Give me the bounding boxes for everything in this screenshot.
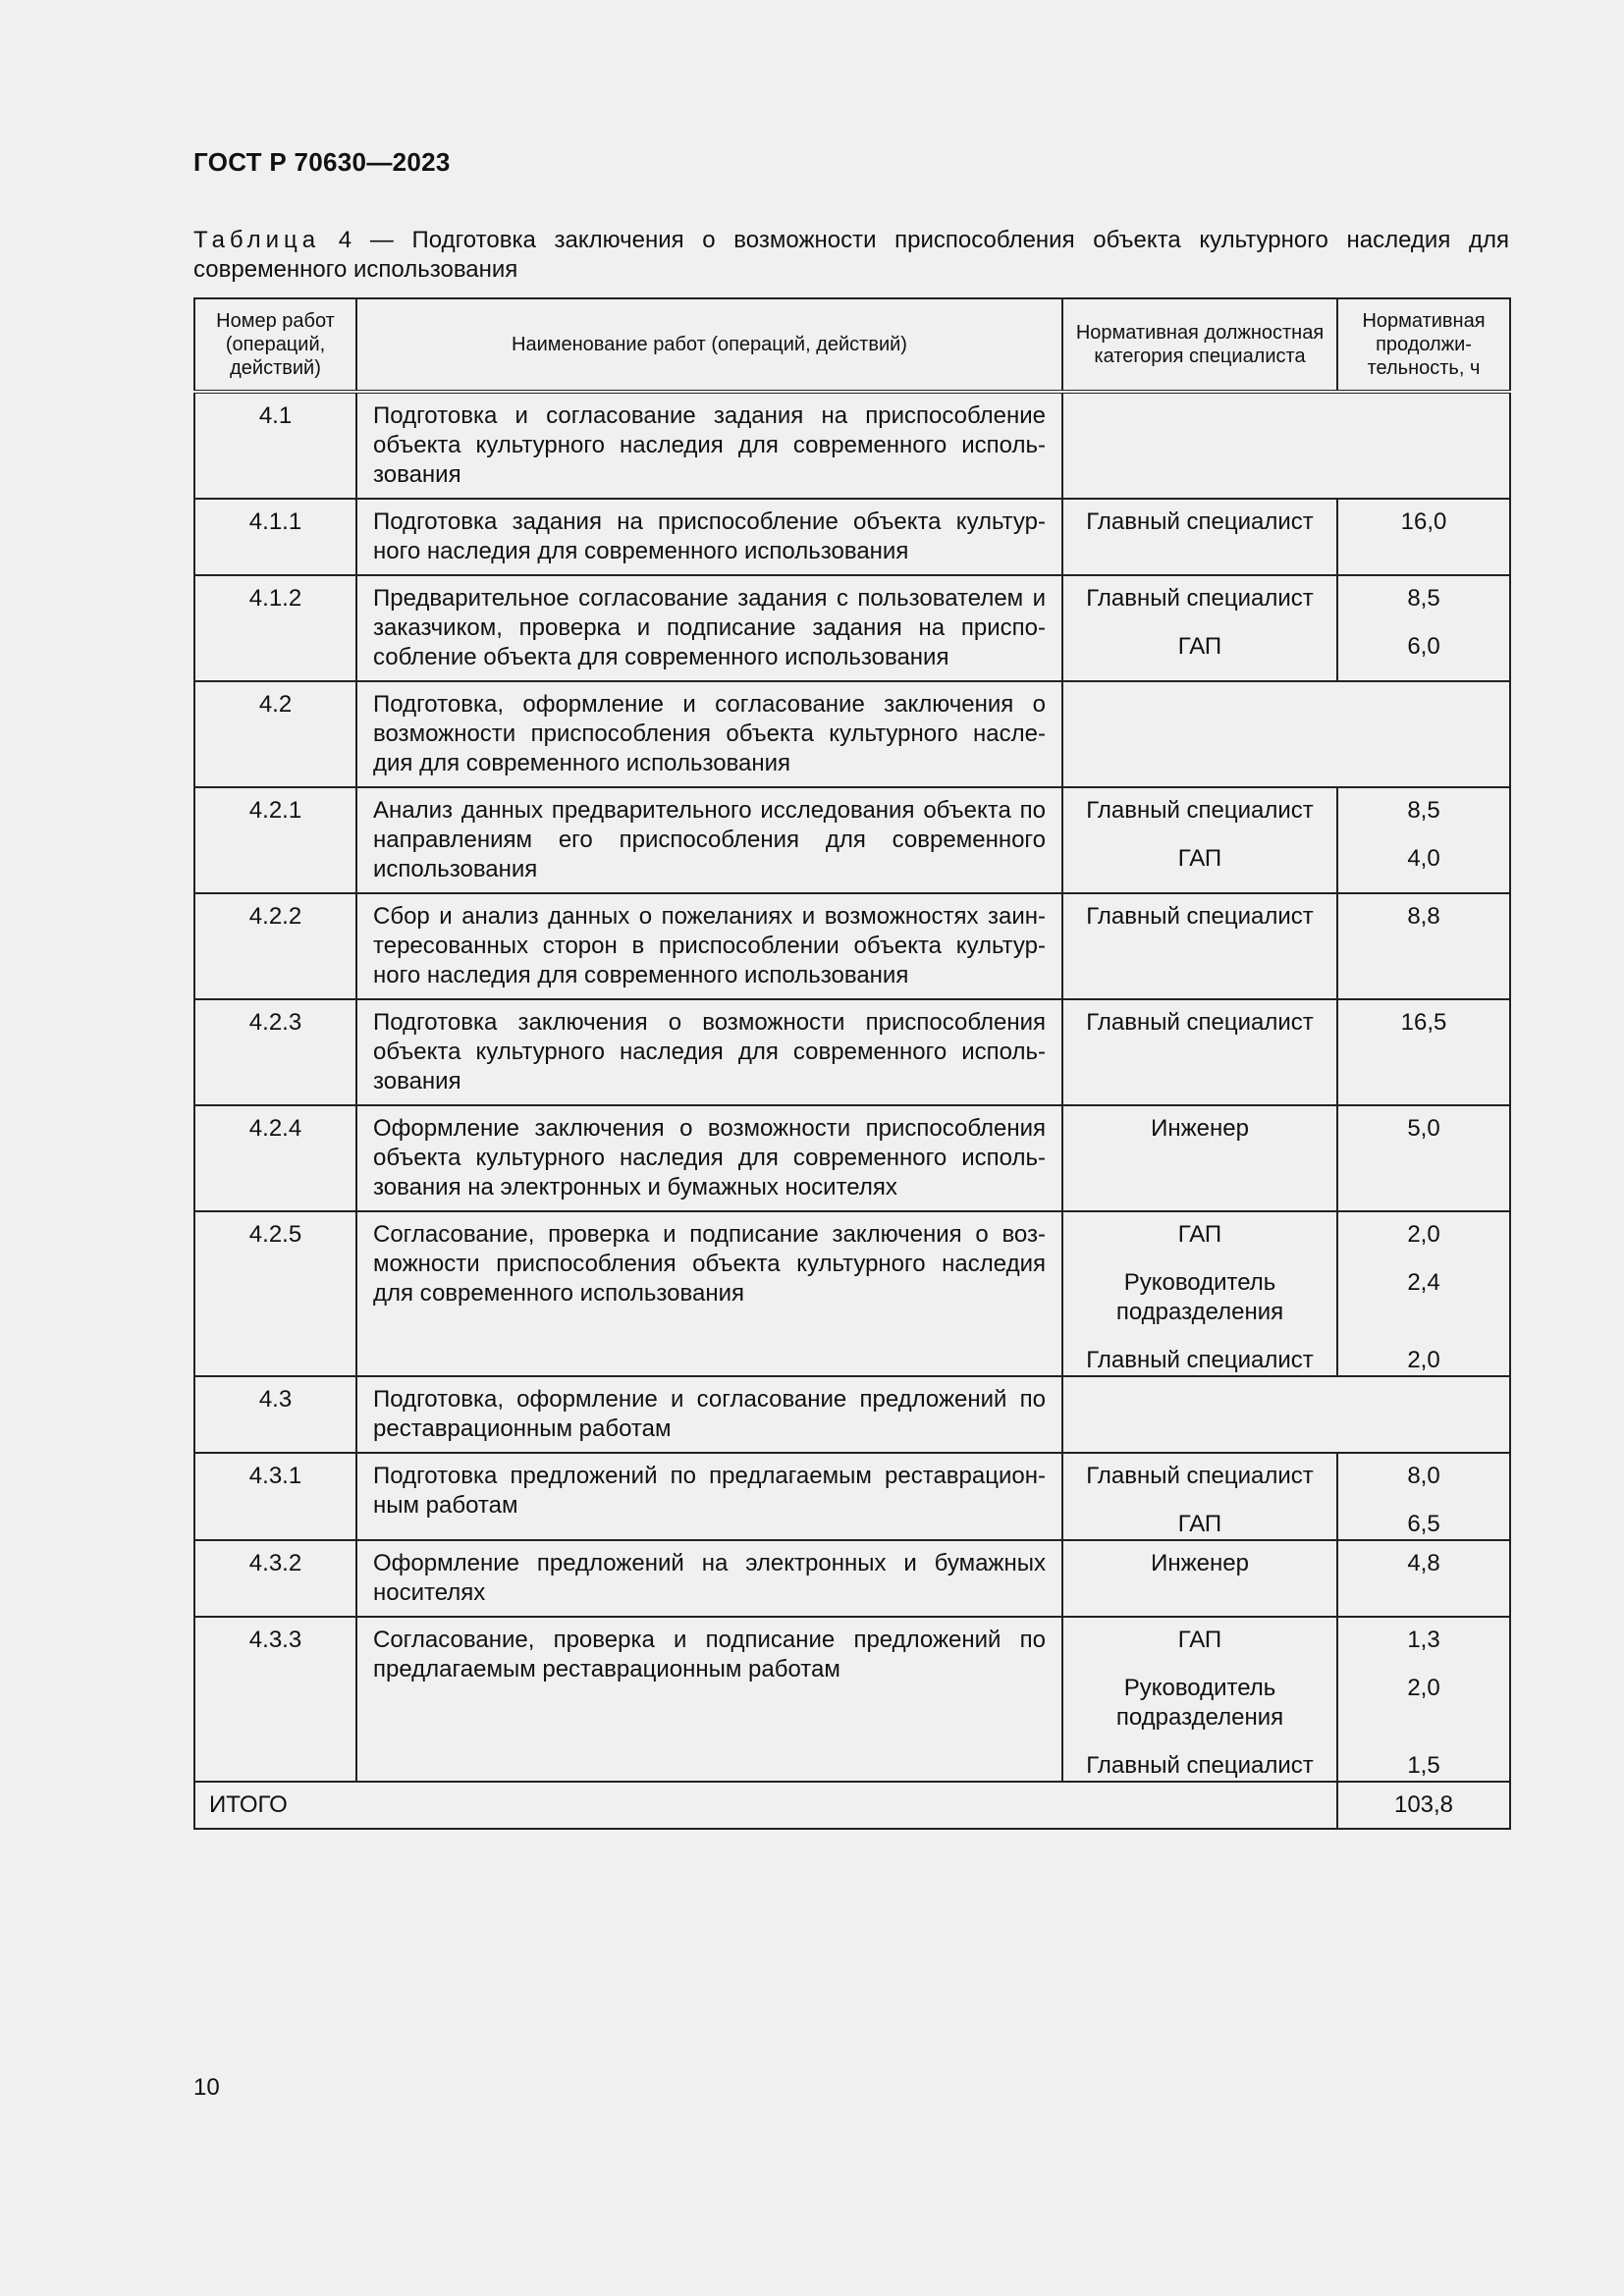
specialist-category: Инженер [1151,1115,1249,1142]
column-header-number: Номер работ (операций, действий) [194,298,356,392]
specialist-category: Главный специалист [1086,1347,1314,1373]
work-number: 4.2.3 [194,999,356,1105]
duration-value: 16,0 [1400,508,1447,535]
duration-value: 4,8 [1407,1550,1440,1576]
work-number: 4.3.1 [194,1453,356,1540]
work-name: Подготовка заключения о возможности приспособления объекта культурного наследия для современного исполь-зования [356,999,1062,1105]
specialist-category: ГАП [1177,1511,1222,1537]
table-caption [193,226,1509,285]
table-section-row [194,681,1510,787]
duration-cell [1337,1211,1510,1376]
table-row [194,1540,1510,1617]
table-row [194,893,1510,999]
work-name: Согласование, проверка и подписание заключения о воз-можности приспособления объекта культурного наследия для современного использования [356,1211,1062,1376]
specialist-category-cell [1062,787,1337,893]
duration-value: 6,0 [1407,633,1440,660]
specialist-category: Главный специалист [1086,903,1314,930]
specialist-category: Главный специалист [1086,1463,1314,1489]
duration-value: 16,5 [1400,1009,1447,1036]
specialist-category-cell [1062,1105,1337,1211]
specialist-category-cell [1062,893,1337,999]
column-header-category: Нормативная должностная категория специалиста [1062,298,1337,392]
table-row [194,1211,1510,1376]
duration-value: 2,0 [1407,1675,1440,1701]
work-number: 4.2 [194,681,356,787]
empty-cell [1062,392,1510,499]
table-row [194,575,1510,681]
table-section-row [194,1376,1510,1453]
total-value: 103,8 [1337,1782,1510,1829]
specialist-category: Главный специалист [1086,585,1314,612]
work-name: Оформление предложений на электронных и бумажных носителях [356,1540,1062,1617]
duration-cell [1337,1540,1510,1617]
specialist-category: ГАП [1177,845,1222,872]
specialist-category-cell [1062,1211,1337,1376]
table-body [194,392,1510,1782]
work-name: Подготовка, оформление и согласование предложений по реставрационным работам [356,1376,1062,1453]
specialist-category: Главный специалист [1086,1752,1314,1779]
table-row [194,1453,1510,1540]
work-number: 4.3.3 [194,1617,356,1782]
specialist-category: ГАП [1177,1221,1222,1248]
total-label: ИТОГО [194,1782,1337,1829]
work-name: Сбор и анализ данных о пожеланиях и возможностях заин-тересованных сторон в приспособлении объекта культур-ного наследия для современного использования [356,893,1062,999]
specialist-category: Главный специалист [1086,1009,1314,1036]
empty-cell [1062,1376,1510,1453]
table-row [194,1617,1510,1782]
work-name: Согласование, проверка и подписание предложений по предлагаемым реставрационным работам [356,1617,1062,1782]
table-caption-text: 4 — Подготовка заключения о возможности приспособления объекта культурного наследия для современного использования [193,227,1510,283]
work-number: 4.3 [194,1376,356,1453]
specialist-category-cell [1062,1453,1337,1540]
specialist-category-cell [1062,999,1337,1105]
duration-value: 8,5 [1407,585,1440,612]
table-section-row [194,392,1510,499]
table-row [194,787,1510,893]
work-number: 4.1.1 [194,499,356,575]
duration-value: 6,5 [1407,1511,1440,1537]
work-number: 4.1 [194,392,356,499]
work-name: Подготовка, оформление и согласование заключения о возможности приспособления объекта культурного насле-дия для современного использования [356,681,1062,787]
work-number: 4.2.4 [194,1105,356,1211]
duration-value: 2,0 [1407,1221,1440,1248]
duration-cell [1337,999,1510,1105]
page-number: 10 [193,2074,220,2101]
duration-value: 1,3 [1407,1627,1440,1653]
work-name: Анализ данных предварительного исследования объекта по направлениям его приспособления для современного использования [356,787,1062,893]
document-id: ГОСТ Р 70630—2023 [193,147,451,177]
work-name: Оформление заключения о возможности приспособления объекта культурного наследия для современного исполь-зования на электронных и бумажных носителях [356,1105,1062,1211]
specialist-category-cell [1062,1540,1337,1617]
specialist-category: Инженер [1151,1550,1249,1576]
column-header-duration: Нормативная продолжи-тельность, ч [1337,298,1510,392]
work-name: Предварительное согласование задания с пользователем и заказчиком, проверка и подписание задания на приспо-собление объекта для современного использования [356,575,1062,681]
specialist-category-cell [1062,575,1337,681]
specialist-category-cell [1062,499,1337,575]
duration-cell [1337,575,1510,681]
empty-cell [1062,681,1510,787]
duration-cell [1337,1105,1510,1211]
specialist-category: ГАП [1177,1627,1222,1653]
specialist-category-cell [1062,1617,1337,1782]
duration-cell [1337,499,1510,575]
duration-value: 2,4 [1407,1269,1440,1296]
duration-value: 5,0 [1407,1115,1440,1142]
duration-cell [1337,893,1510,999]
work-name: Подготовка и согласование задания на приспособление объекта культурного наследия для современного исполь-зования [356,392,1062,499]
duration-cell [1337,1453,1510,1540]
work-name: Подготовка предложений по предлагаемым реставрацион-ным работам [356,1453,1062,1540]
duration-cell [1337,1617,1510,1782]
duration-value: 8,5 [1407,797,1440,824]
duration-value: 1,5 [1407,1752,1440,1779]
works-table [193,297,1511,1830]
work-number: 4.3.2 [194,1540,356,1617]
duration-value: 2,0 [1407,1347,1440,1373]
duration-value: 8,0 [1407,1463,1440,1489]
work-name: Подготовка задания на приспособление объекта культур-ного наследия для современного использования [356,499,1062,575]
table-caption-label: Таблица [193,227,321,253]
specialist-category: Главный специалист [1086,797,1314,824]
column-header-name: Наименование работ (операций, действий) [356,298,1062,392]
work-number: 4.2.2 [194,893,356,999]
specialist-category: Главный специалист [1086,508,1314,535]
specialist-category: Руководитель подразделения [1115,1675,1284,1731]
table-row [194,499,1510,575]
table-header-row [194,298,1510,392]
specialist-category: ГАП [1177,633,1222,660]
duration-value: 4,0 [1407,845,1440,872]
duration-cell [1337,787,1510,893]
table-row [194,999,1510,1105]
table-row [194,1105,1510,1211]
work-number: 4.2.5 [194,1211,356,1376]
work-number: 4.1.2 [194,575,356,681]
work-number: 4.2.1 [194,787,356,893]
duration-value: 8,8 [1407,903,1440,930]
specialist-category: Руководитель подразделения [1115,1269,1284,1325]
total-row [194,1782,1510,1829]
